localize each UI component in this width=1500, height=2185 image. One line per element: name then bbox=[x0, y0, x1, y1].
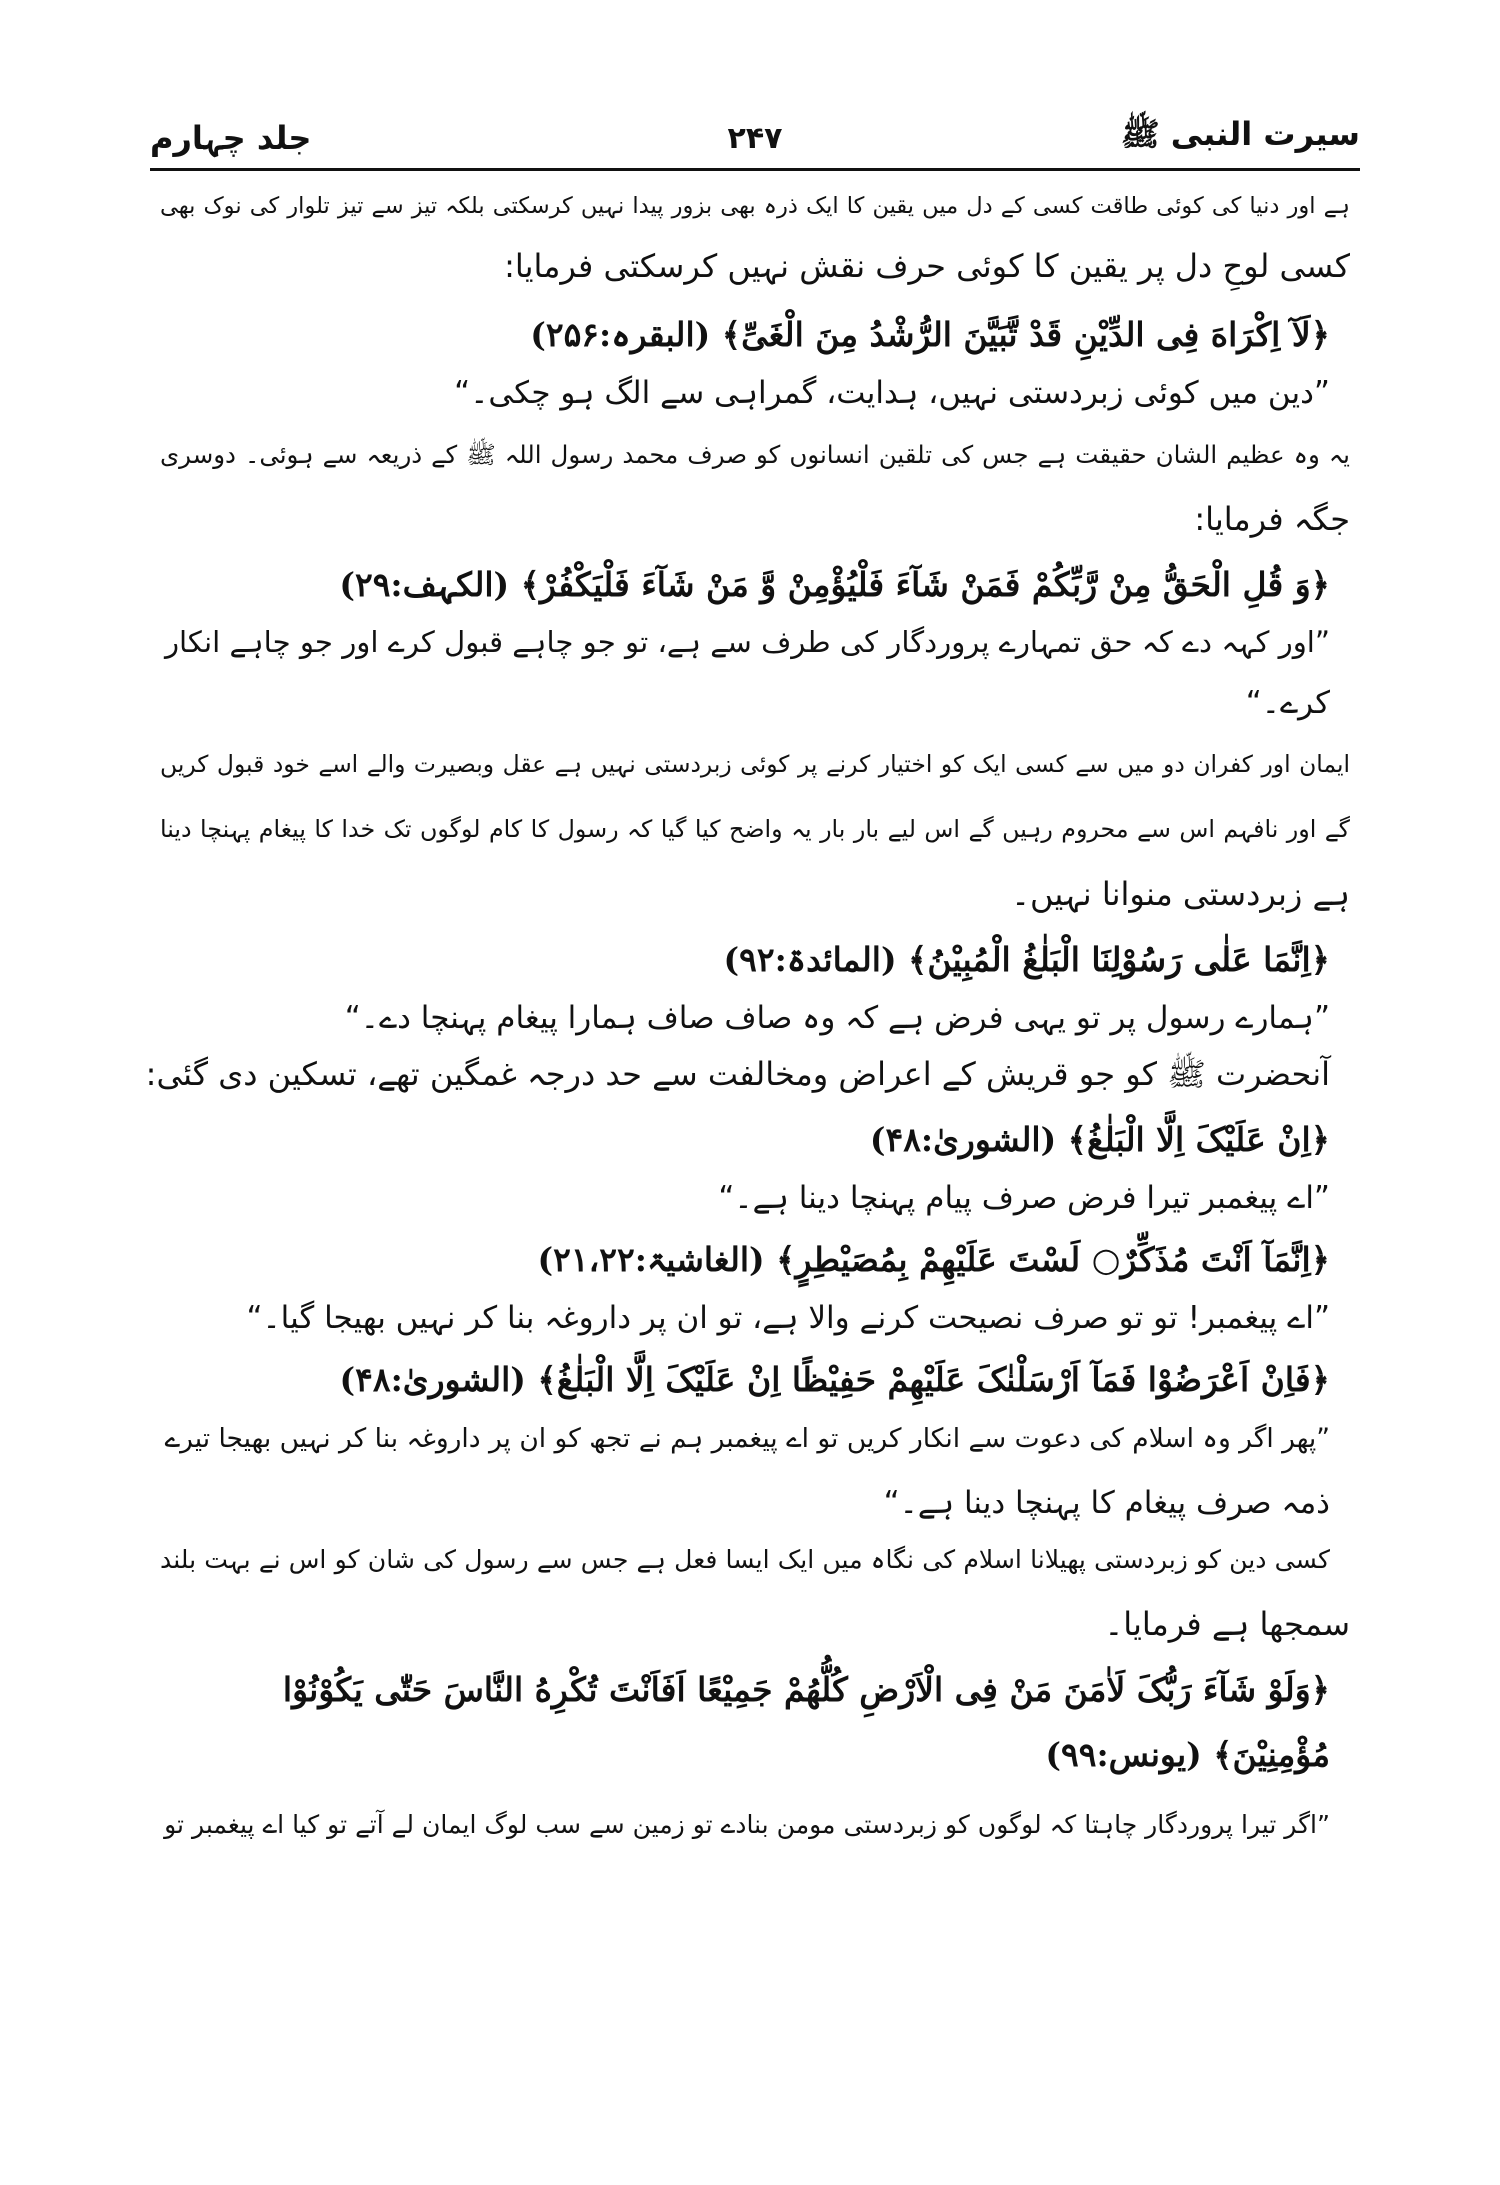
text-line: آنحضرت ﷺ کو جو قریش کے اعراض ومخالفت سے حد درجہ غمگین تھے، تسکین دی گئی: bbox=[145, 1055, 1330, 1093]
quran-verse: ﴿وَ قُلِ الْحَقُّ مِنْ رَّبِّکُمْ فَمَنْ شَآءَ فَلْیُؤْمِنْ وَّ مَنْ شَآءَ فَلْیَکْفُرْ﴾ (الکہف:۲۹) bbox=[339, 565, 1330, 604]
quran-verse: ﴿فَاِنْ اَعْرَضُوْا فَمَآ اَرْسَلْنٰکَ عَلَیْهِمْ حَفِیْظًا اِنْ عَلَیْکَ اِلَّا الْبَلٰغُ﴾ (الشوریٰ:۴۸) bbox=[339, 1360, 1330, 1399]
translation: ذمہ صرف پیغام کا پہنچا دینا ہے۔“ bbox=[883, 1485, 1330, 1521]
translation: ”ہمارے رسول پر تو یہی فرض ہے کہ وہ صاف صاف ہمارا پیغام پہنچا دے۔“ bbox=[344, 1000, 1330, 1036]
quran-verse: ﴿لَآ اِکْرَاهَ فِی الدِّیْنِ قَدْ تَّبَیَّنَ الرُّشْدُ مِنَ الْغَیِّ﴾ (البقرہ:۲۵۶) bbox=[530, 315, 1330, 354]
volume-label: جلد چہارم bbox=[150, 119, 312, 157]
translation: کرے۔“ bbox=[1245, 685, 1330, 721]
text-line: جگہ فرمایا: bbox=[1194, 500, 1350, 538]
translation: ”اور کہہ دے کہ حق تمہارے پروردگار کی طرف سے ہے، تو جو چاہے قبول کرے اور جو چاہے انکار bbox=[164, 625, 1330, 659]
header-rule bbox=[150, 168, 1360, 171]
book-title: سیرت النبی ﷺ bbox=[1120, 115, 1360, 153]
page-header bbox=[150, 112, 1360, 164]
text-line: ایمان اور کفران دو میں سے کسی ایک کو اختیار کرنے پر کوئی زبردستی نہیں ہے عقل وبصیرت والے اسے خود قبول کریں bbox=[160, 750, 1350, 778]
translation: ”اے پیغمبر تیرا فرض صرف پیام پہنچا دینا ہے۔“ bbox=[718, 1180, 1330, 1216]
text-line: ہے زبردستی منوانا نہیں۔ bbox=[1011, 875, 1350, 913]
text-line: سمجھا ہے فرمایا۔ bbox=[1104, 1605, 1350, 1643]
text-line: کسی دین کو زبردستی پھیلانا اسلام کی نگاہ میں ایک ایسا فعل ہے جس سے رسول کی شان کو اس نے بہت بلند bbox=[160, 1545, 1330, 1574]
translation: ”دین میں کوئی زبردستی نہیں، ہدایت، گمراہی سے الگ ہو چکی۔“ bbox=[454, 375, 1330, 411]
text-line: یہ وہ عظیم الشان حقیقت ہے جس کی تلقین انسانوں کو صرف محمد رسول اللہ ﷺ کے ذریعہ سے ہوئی۔ دوسری bbox=[160, 440, 1350, 469]
quran-verse: ﴿وَلَوْ شَآءَ رَبُّکَ لَاٰمَنَ مَنْ فِی الْاَرْضِ کُلُّهُمْ جَمِیْعًا اَفَاَنْتَ تُکْرِهُ النَّاسَ حَتّٰی یَکُوْنُوْا bbox=[282, 1670, 1330, 1709]
translation: ”پھر اگر وہ اسلام کی دعوت سے انکار کریں تو اے پیغمبر ہم نے تجھ کو ان پر داروغہ بنا کر نہیں بھیجا تیرے bbox=[164, 1423, 1330, 1454]
translation: ”اے پیغمبر! تو تو صرف نصیحت کرنے والا ہے، تو ان پر داروغہ بنا کر نہیں بھیجا گیا۔“ bbox=[246, 1300, 1330, 1336]
text-line: ہے اور دنیا کی کوئی طاقت کسی کے دل میں یقین کا ایک ذرہ بھی بزور پیدا نہیں کرسکتی بلکہ تیز سے تیز تلوار کی نوک بھی bbox=[160, 193, 1350, 219]
text-line: گے اور نافہم اس سے محروم رہیں گے اس لیے بار بار یہ واضح کیا گیا کہ رسول کا کام لوگوں تک خدا کا پیغام پہنچا دینا bbox=[160, 815, 1350, 843]
page-number: ۲۴۷ bbox=[727, 120, 783, 156]
quran-verse: ﴿اِنْ عَلَیْکَ اِلَّا الْبَلٰغُ﴾ (الشوریٰ:۴۸) bbox=[869, 1120, 1330, 1159]
quran-verse: ﴿اِنَّمَا عَلٰی رَسُوْلِنَا الْبَلٰغُ الْمُبِیْنُ﴾ (المائدۃ:۹۲) bbox=[723, 940, 1330, 979]
quran-verse: ﴿اِنَّمَآ اَنْتَ مُذَکِّرٌ○ لَسْتَ عَلَیْهِمْ بِمُصَیْطِرٍ﴾ (الغاشیۃ:۲۱،۲۲) bbox=[537, 1240, 1330, 1279]
quran-verse: مُؤْمِنِیْنَ﴾ (یونس:۹۹) bbox=[1045, 1735, 1330, 1774]
text-line: کسی لوحِ دل پر یقین کا کوئی حرف نقش نہیں کرسکتی فرمایا: bbox=[504, 247, 1350, 285]
translation: ”اگر تیرا پروردگار چاہتا کہ لوگوں کو زبردستی مومن بنادے تو زمین سے سب لوگ ایمان لے آتے تو کیا اے پیغمبر تو bbox=[164, 1810, 1330, 1839]
